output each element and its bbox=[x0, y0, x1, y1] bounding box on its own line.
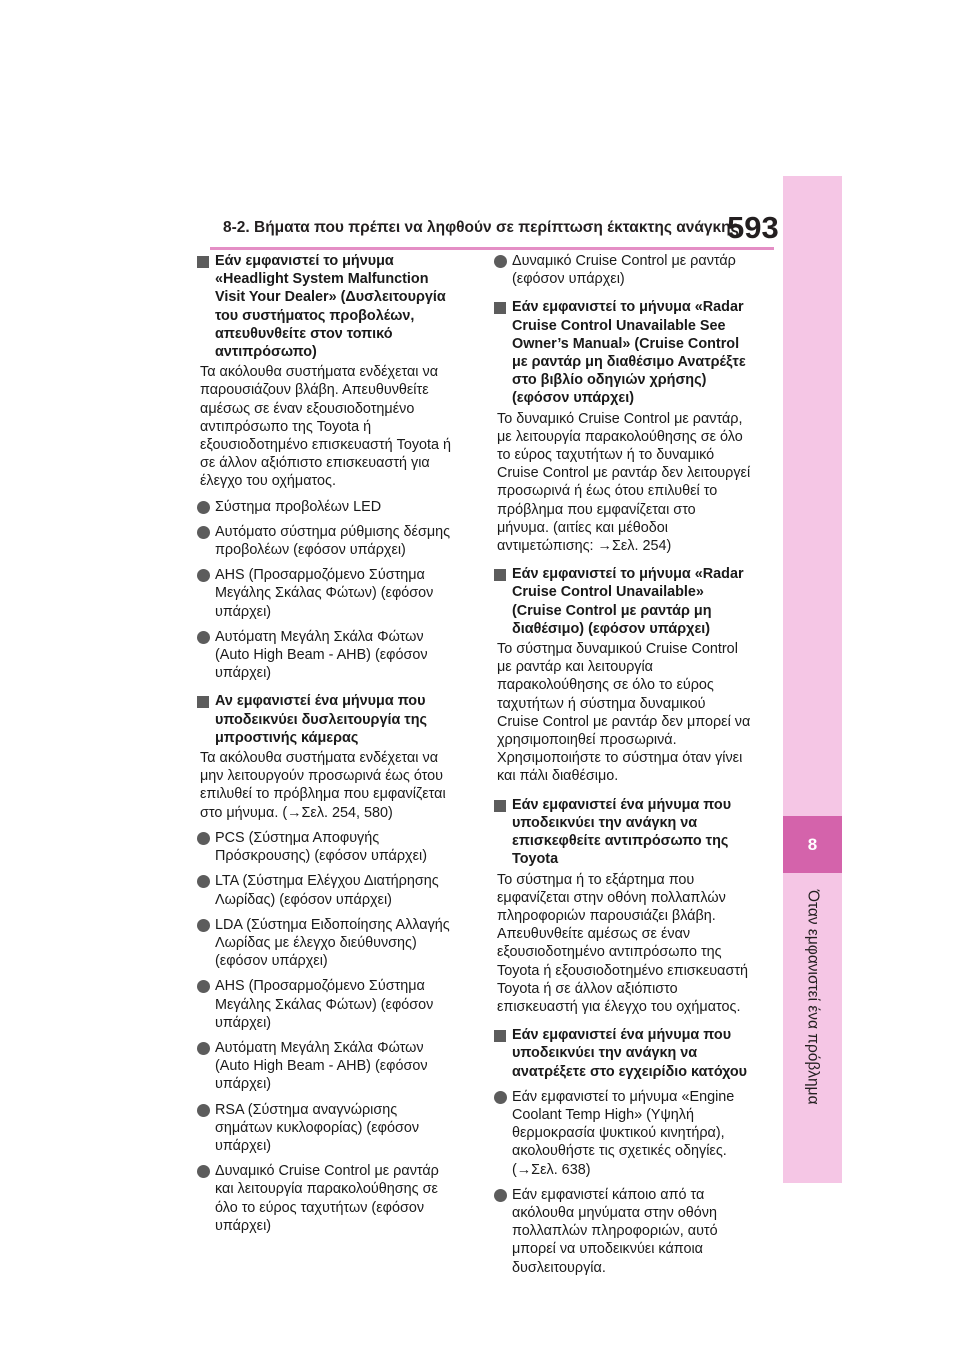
section-heading: Αν εμφανιστεί ένα μήνυμα που υποδεικνύει δυσλειτουργία της μπροστινής κάμερας bbox=[196, 692, 454, 747]
paragraph: Το δυναμικό Cruise Control με ραντάρ, με λειτουργία παρακολούθησης σε όλο το εύρος ταχυτήτων ή το δυναμικό Cruise Control με ραντάρ δεν λειτουργεί προσωρινά ή έως ότου επιλυθεί το πρόβλημα που εμφανίζεται στο μήνυμα. (αιτίες και μέθοδοι αντιμετώπισης: →Σελ. 254) bbox=[497, 410, 751, 555]
section-heading: Εάν εμφανιστεί ένα μήνυμα που υποδεικνύει την ανάγκη να ανατρέξετε στο εγχειρίδιο κατόχου bbox=[493, 1026, 751, 1081]
list-item: Δυναμικό Cruise Control με ραντάρ (εφόσον υπάρχει) bbox=[493, 252, 751, 288]
list-item: Σύστημα προβολέων LED bbox=[196, 498, 454, 516]
paragraph: Τα ακόλουθα συστήματα ενδέχεται να μην λειτουργούν προσωρινά έως ότου επιλυθεί το πρόβλημα που εμφανίζεται στο μήνυμα. (→Σελ. 254, 580) bbox=[200, 750, 446, 821]
list-item: AHS (Προσαρμοζόμενο Σύστημα Μεγάλης Σκάλας Φώτων) (εφόσον υπάρχει) bbox=[196, 566, 454, 621]
section-heading: Εάν εμφανιστεί ένα μήνυμα που υποδεικνύει την ανάγκη να επισκεφθείτε αντιπρόσωπο της Toyota bbox=[493, 796, 751, 869]
section-heading: Εάν εμφανιστεί το μήνυμα «Radar Cruise Control Unavailable See Owner’s Manual» (Cruise Control με ραντάρ μη διαθέσιμο Ανατρέξτε στο βιβλίο οδηγιών χρήσης) (εφόσον υπάρχει) bbox=[493, 298, 751, 407]
list-item: RSA (Σύστημα αναγνώρισης σημάτων κυκλοφορίας) (εφόσον υπάρχει) bbox=[196, 1101, 454, 1156]
chapter-label: Όταν εμφανιστεί ένα πρόβλημα bbox=[804, 890, 822, 1105]
list-item: Εάν εμφανιστεί το μήνυμα «Engine Coolant Temp High» (Υψηλή θερμοκρασία ψυκτικού κινητήρα), ακολουθήστε τις σχετικές οδηγίες. (→Σελ. 638) bbox=[493, 1088, 751, 1179]
section-heading: Εάν εμφανιστεί το μήνυμα «Headlight System Malfunction Visit Your Dealer» (Δυσλειτουργία του συστήματος προβολέων, απευθυνθείτε στον τοπικό αντιπρόσωπο) bbox=[196, 252, 454, 361]
side-tab-top bbox=[783, 176, 842, 816]
list-item: Αυτόματη Μεγάλη Σκάλα Φώτων (Auto High Beam - AHB) (εφόσον υπάρχει) bbox=[196, 628, 454, 683]
right-column bbox=[493, 252, 751, 1277]
paragraph: Τα ακόλουθα συστήματα ενδέχεται να παρουσιάζουν βλάβη. Απευθυνθείτε αμέσως σε έναν εξουσιοδοτημένο αντιπρόσωπο της Toyota ή εξουσιοδοτημένο επισκευαστή Toyota ή σε άλλον αξιόπιστο επισκευαστή για έλεγχο του οχήματος. bbox=[200, 364, 452, 490]
paragraph: Το σύστημα δυναμικού Cruise Control με ραντάρ και λειτουργία παρακολούθησης σε όλο το εύρος ταχυτήτων ή σύστημα δυναμικού Cruise Control με ραντάρ δεν μπορεί να χρησιμοποιηθεί προσωρινά. Χρησιμοποιήστε το σύστημα όταν γίνει και πάλι διαθέσιμο. bbox=[497, 641, 751, 785]
list-item: AHS (Προσαρμοζόμενο Σύστημα Μεγάλης Σκάλας Φώτων) (εφόσον υπάρχει) bbox=[196, 977, 454, 1032]
list-item: LTA (Σύστημα Ελέγχου Διατήρησης Λωρίδας) (εφόσον υπάρχει) bbox=[196, 872, 454, 908]
list-item: LDA (Σύστημα Ειδοποίησης Αλλαγής Λωρίδας με έλεγχο διεύθυνσης) (εφόσον υπάρχει) bbox=[196, 916, 454, 971]
list-item: Αυτόματο σύστημα ρύθμισης δέσμης προβολέων (εφόσον υπάρχει) bbox=[196, 523, 454, 559]
section-title: 8-2. Βήματα που πρέπει να ληφθούν σε περίπτωση έκτακτης ανάγκης bbox=[223, 219, 739, 236]
list-item: PCS (Σύστημα Αποφυγής Πρόσκρουσης) (εφόσον υπάρχει) bbox=[196, 829, 454, 865]
left-column bbox=[196, 252, 454, 1235]
section-heading: Εάν εμφανιστεί το μήνυμα «Radar Cruise Control Unavailable» (Cruise Control με ραντάρ μη διαθέσιμο) (εφόσον υπάρχει) bbox=[493, 565, 751, 638]
list-item: Δυναμικό Cruise Control με ραντάρ και λειτουργία παρακολούθησης σε όλο το εύρος ταχυτήτων (εφόσον υπάρχει) bbox=[196, 1162, 454, 1235]
list-item: Εάν εμφανιστεί κάποιο από τα ακόλουθα μηνύματα στην οθόνη πολλαπλών πληροφοριών, αυτό μπορεί να υποδεικνύει κάποια δυσλειτουργία. bbox=[493, 1186, 751, 1277]
paragraph: Το σύστημα ή το εξάρτημα που εμφανίζεται στην οθόνη πολλαπλών πληροφοριών παρουσιάζει βλάβη. Απευθυνθείτε αμέσως σε έναν εξουσιοδοτημένο αντιπρόσωπο της Toyota ή εξουσιοδοτημένο επισκευαστή Toyota ή σε άλλον αξιόπιστο επισκευαστή για έλεγχο του οχήματος. bbox=[497, 871, 749, 1015]
page-number: 593 bbox=[727, 210, 779, 245]
header-rule bbox=[210, 247, 774, 250]
chapter-number-tab[interactable]: 8 bbox=[783, 816, 842, 873]
list-item: Αυτόματη Μεγάλη Σκάλα Φώτων (Auto High Beam - AHB) (εφόσον υπάρχει) bbox=[196, 1039, 454, 1094]
